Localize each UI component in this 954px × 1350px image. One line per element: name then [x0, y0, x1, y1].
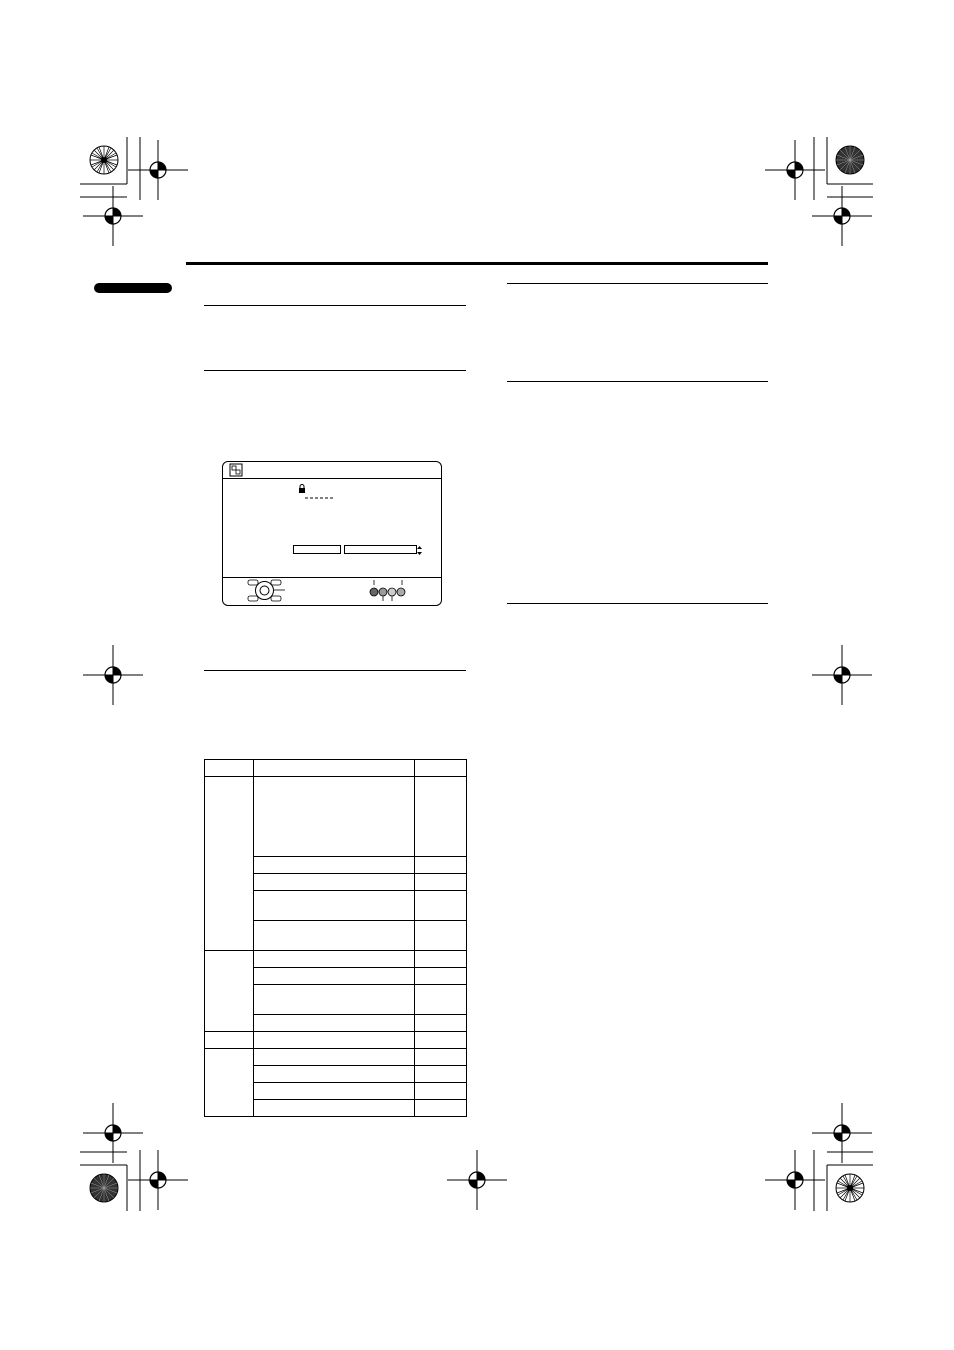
section-rule-2 [204, 370, 466, 371]
section-rule-3 [204, 670, 466, 671]
table-row [205, 760, 467, 777]
table-cell [205, 760, 254, 777]
table-cell [415, 968, 467, 985]
table-cell [415, 921, 467, 951]
table-cell [415, 1100, 467, 1117]
section-rule-right-3 [507, 603, 768, 604]
table-row [205, 1032, 467, 1049]
table-cell [254, 891, 415, 921]
table-cell [254, 857, 415, 874]
table-cell [415, 1066, 467, 1083]
table-cell [254, 985, 415, 1015]
table-cell [254, 760, 415, 777]
table-cell [415, 777, 467, 857]
header-rule [186, 262, 768, 265]
table-cell [254, 1015, 415, 1032]
menu-field-2 [344, 545, 417, 554]
section-rule-1 [204, 305, 466, 306]
menu-icon [229, 463, 243, 477]
table-cell [205, 951, 254, 1032]
table-cell [415, 760, 467, 777]
table-cell [254, 1032, 415, 1049]
table-cell [254, 1100, 415, 1117]
table-cell [254, 951, 415, 968]
section-rule-right-2 [507, 381, 768, 382]
table-cell [254, 777, 415, 857]
table-cell [205, 1049, 254, 1117]
table-row [205, 951, 467, 968]
menu-title-divider [223, 478, 441, 479]
settings-table [204, 759, 467, 1117]
lock-icon [298, 484, 306, 493]
table-cell [415, 857, 467, 874]
table-cell [415, 1015, 467, 1032]
table-cell [254, 1066, 415, 1083]
code-placeholder [305, 497, 335, 500]
table-cell [254, 921, 415, 951]
language-tab [94, 283, 172, 293]
table-cell [205, 1032, 254, 1049]
table-row [205, 777, 467, 857]
color-buttons-icon [368, 578, 412, 602]
table-cell [415, 985, 467, 1015]
table-cell [415, 1032, 467, 1049]
menu-field-1 [293, 545, 341, 554]
table-cell [254, 968, 415, 985]
table-cell [415, 951, 467, 968]
table-cell [415, 1049, 467, 1066]
table-cell [415, 874, 467, 891]
table-cell [254, 1049, 415, 1066]
table-cell [415, 1083, 467, 1100]
table-cell [254, 874, 415, 891]
table-cell [254, 1083, 415, 1100]
up-down-arrow-icon [417, 546, 422, 555]
section-rule-right-1 [507, 283, 768, 284]
table-row [205, 1049, 467, 1066]
table-cell [205, 777, 254, 951]
onscreen-menu-illustration [222, 461, 442, 606]
navigation-pad-icon [245, 577, 295, 605]
table-cell [415, 891, 467, 921]
